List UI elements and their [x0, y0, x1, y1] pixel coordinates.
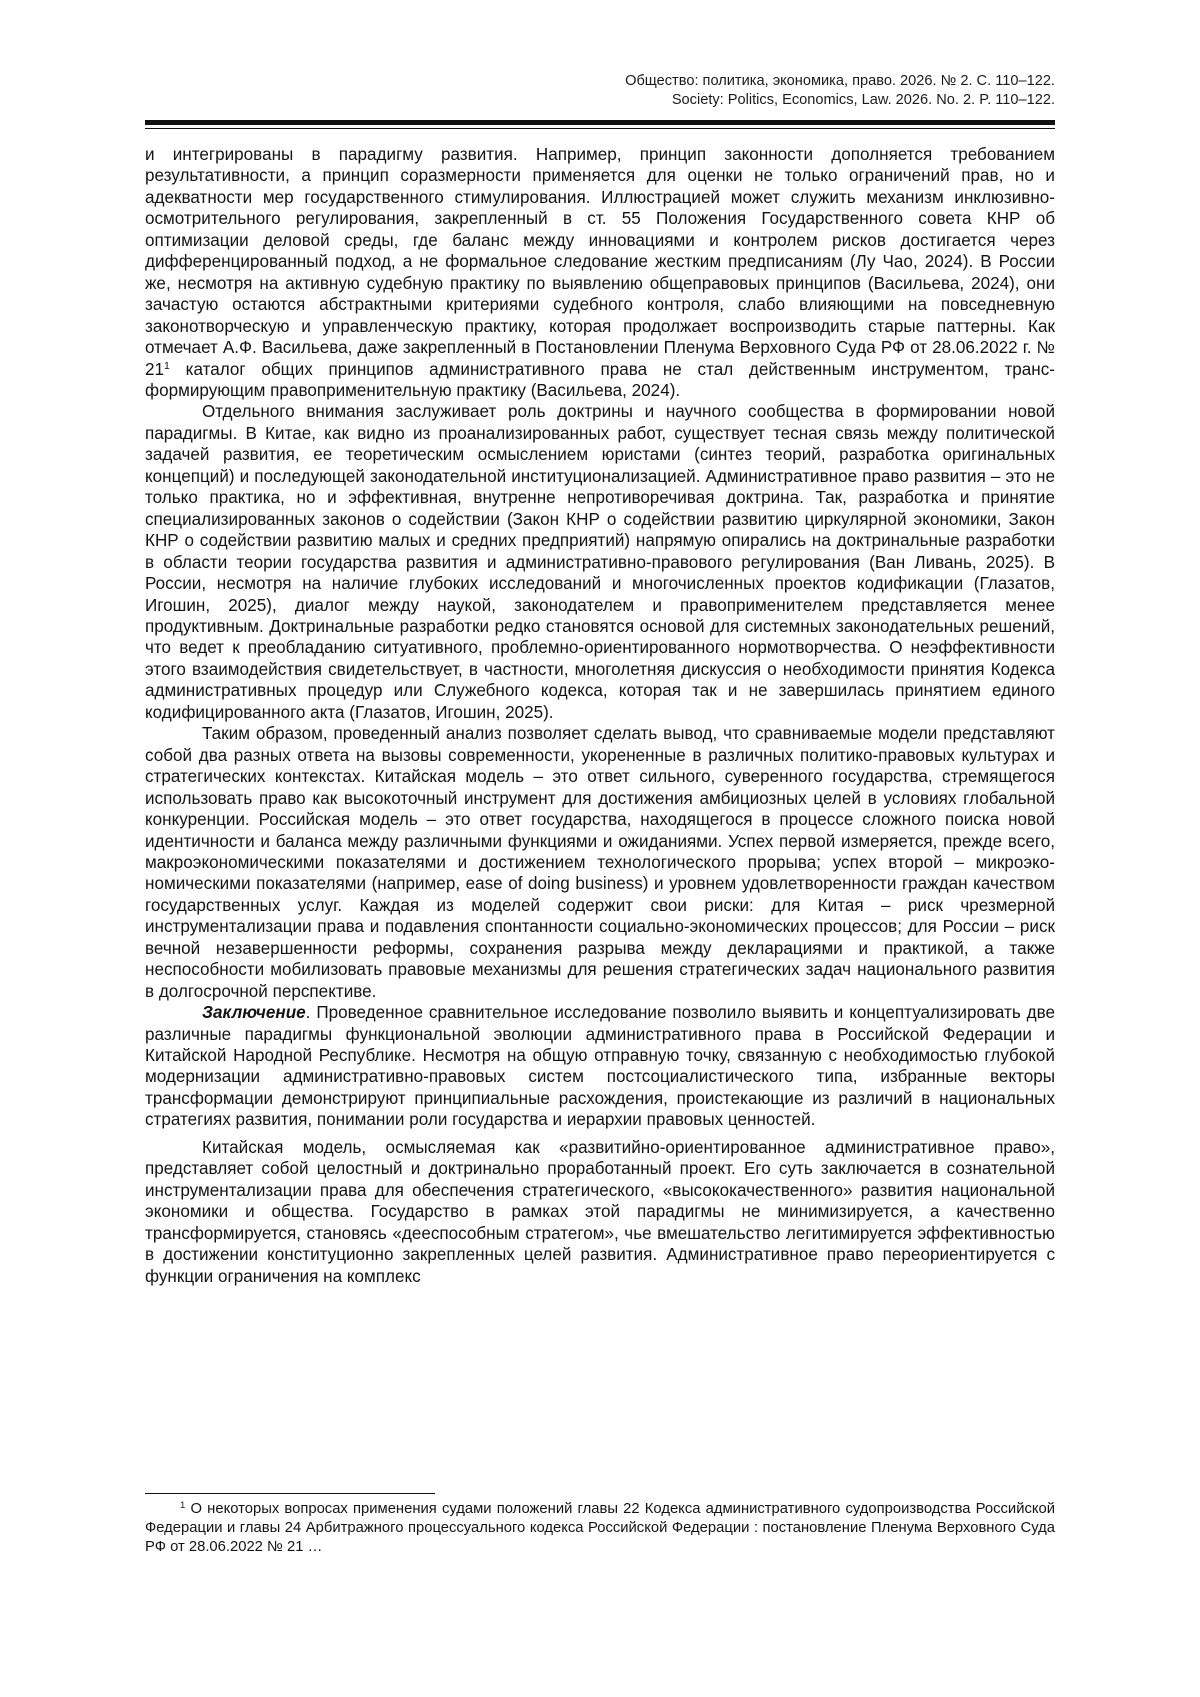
body-text: [145, 144, 1055, 1287]
footnote: [145, 1500, 1055, 1558]
header-rule-thick: [145, 120, 1055, 125]
paragraph-continued: и интегрированы в парадигму развития. Например, принцип законности дополняется требованием результативности, а принцип соразмерности применяется для оценки не только ограничений прав, но и адекватности мер государственного стимулирования. Иллюстрацией может служить механизм инклюзивно-осмотрительного регулирования, закрепленный в ст. 55 Положения Государственного совета КНР об оптимизации деловой среды, где баланс между инновациями и контролем рисков достигается через дифференцированный подход, а не формальное следование жестким предписаниям (Лу Чао, 2024). В России же, несмотря на активную судебную практику по выявлению общеправовых принципов (Васильева, 2024), они зачастую остаются абстрактными критериями судебного контроля, слабо влияющими на повседневную законотворческую и управленческую практику, которая продолжает воспроизводить старые паттерны. Как отмечает А.Ф. Васильева, даже закрепленный в Постановлении Пленума Верховного Суда РФ от 28.06.2022 г. № $21^1$ каталог общих принципов административного права не стал действенным инструментом, трансформирующим правоприменительную практику (Васильева, 2024).: [145, 145, 1055, 400]
paragraph: Таким образом, проведенный анализ позволяет сделать вывод, что сравниваемые модели представляют собой два разных ответа на вызовы современности, укорененные в различных политико-правовых культурах и стратегических контекстах. Китайская модель – это ответ сильного, суверенного государства, стремящегося использовать право как высокоточный инструмент для достижения амбициозных целей в условиях глобальной конкуренции. Российская модель – это ответ государства, находящегося в процессе сложного поиска новой идентичности и баланса между различными функциями и ожиданиями. Успех первой измеряется, прежде всего, макроэкономическими показателями и достижением технологического прорыва; успех второй – микроэкономическими показателями (например, ease of doing business) и уровнем удовлетворенности граждан качеством государственных услуг. Каждая из моделей содержит свои риски: для Китая – риск чрезмерной инструментализации права и подавления спонтанности социально-экономических процессов; для России – риск вечной незавершенности реформы, сохранения разрыва между декларациями и практикой, а также неспособности мобилизовать правовые механизмы для решения стратегических задач национального развития в долгосрочной перспективе.: [145, 724, 1055, 1001]
conclusion-heading: Заключение: [202, 1003, 306, 1023]
paragraph: Китайская модель, осмысляемая как «развитийно-ориентированное административное право», представляет собой целостный и доктринально проработанный проект. Его суть заключается в сознательной инструментализации права для обеспечения стратегического, «высококачественного» развития национальной экономики и общества. Государство в рамках этой парадигмы не минимизируется, а качественно трансформируется, становясь «дееспособным стратегом», чье вмешательство легитимируется эффективностью в достижении конституционно закрепленных целей развития. Административное право переориентируется с функции ограничения на комплекс: [145, 1137, 1055, 1286]
journal-citation-ru: Общество: политика, экономика, право. 2026. № 2. С. 110–122.: [625, 73, 1055, 89]
footnote-mark: 1: [180, 1500, 186, 1511]
paragraph-conclusion: Заключение. Проведенное сравнительное исследование позволило выявить и концептуализировать две различные парадигмы функциональной эволюции административного права в Российской Федерации и Китайской Народной Республике. Несмотря на общую отправную точку, связанную с необходимостью глубокой модернизации административно-правовых систем постсоциалистического типа, избранные векторы трансформации демонстрируют принципиальные расхождения, проистекающие из различий в национальных стратегиях развития, понимании роли государства и иерархии правовых ценностей.: [145, 1003, 1055, 1130]
footnote-reference[interactable]: 1: [164, 359, 170, 372]
paragraph: Отдельного внимания заслуживает роль доктрины и научного сообщества в формировании новой парадигмы. В Китае, как видно из проанализированных работ, существует тесная связь между политической задачей развития, ее теоретическим осмыслением юристами (синтез теорий, разработка оригинальных концепций) и последующей законодательной институционализацией. Административное право развития – это не только практика, но и эффективная, внутренне непротиворечивая доктрина. Так, разработка и принятие специализированных законов о содействии (Закон КНР о содействии развитию циркулярной экономики, Закон КНР о содействии развитию малых и средних предприятий) напрямую опирались на доктринальные разработки в области теории государства развития и административно-правового регулирования (Ван Ливань, 2025). В России, несмотря на наличие глубоких исследований и многочисленных проектов кодификации (Глазатов, Игошин, 2025), диалог между наукой, законодателем и правоприменителем представляется менее продуктивным. Доктринальные разработки редко становятся основой для системных законодательных решений, что ведет к преобладанию ситуативного, проблемно-ориентированного нормотворчества. О неэффективности этого взаимодействия свидетельствует, в частности, многолетняя дискуссия о необходимости принятия Кодекса административных процедур или Служебного кодекса, которая так и не завершилась принятием единого кодифицированного акта (Глазатов, Игошин, 2025).: [145, 402, 1055, 722]
footnote-separator: [145, 1493, 435, 1494]
footnote-text: О некоторых вопросах применения судами положений главы 22 Кодекса административного судопроизводства Российской Федерации и главы 24 Арбитражного процессуального кодекса Российской Федерации : постановление Пленума Верховного Суда РФ от 28.06.2022 № 21 …: [145, 1501, 1055, 1556]
header-rule-thin: [145, 128, 1055, 129]
running-header: [625, 72, 1055, 109]
journal-citation-en: Society: Politics, Economics, Law. 2026. No. 2. P. 110–122.: [671, 91, 1055, 108]
